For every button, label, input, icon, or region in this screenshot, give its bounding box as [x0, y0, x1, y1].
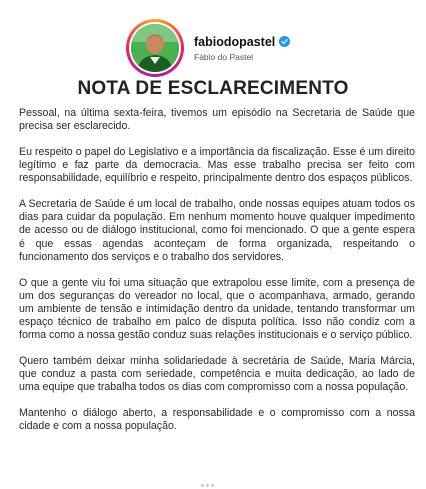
- paragraph: Quero também deixar minha solidariedade à secretária de Saúde, Maria Márcia, que conduz a pasta com seriedade, competência e muita dedicação, ao lado de uma equipe que trabalha todos os dias com compromisso com a nossa população.: [19, 355, 415, 394]
- carousel-dot: [201, 484, 204, 487]
- verified-badge-icon: [279, 36, 290, 47]
- profile-names: [194, 35, 290, 62]
- paragraph: Pessoal, na última sexta-feira, tivemos um episódio na Secretaria de Saúde que precisa ser esclarecido.: [19, 107, 415, 133]
- paragraph: O que a gente viu foi uma situação que extrapolou esse limite, com a presença de um dos seguranças do vereador no local, que o acompanhava, armado, gerando um ambiente de tensão e intimidação dentro da unidade, tentando transformar um espaço técnico de trabalho em palco de disputa política. Isso não condiz com a forma como a nossa gestão conduz suas relações institucionais e o serviço público.: [19, 276, 415, 342]
- paragraph: A Secretaria de Saúde é um local de trabalho, onde nossas equipes atuam todos os dias para cuidar da população. Em nenhum momento houve qualquer impedimento de acesso ou de diálogo institucional, como foi mencionado. O que a gente espera é que essas agendas aconteçam de forma organizada, respeitando o funcionamento dos serviços e o trabalho dos servidores.: [19, 198, 415, 263]
- document-title: NOTA DE ESCLARECIMENTO: [77, 78, 349, 99]
- carousel-indicator: [201, 484, 214, 487]
- full-name: Fábio do Pastel: [194, 51, 254, 62]
- avatar-photo: [131, 24, 179, 72]
- document-body: [19, 107, 415, 446]
- avatar[interactable]: [131, 24, 179, 72]
- paragraph: Eu respeito o papel do Legislativo e a importância da fiscalização. Esse é um direito legítimo e faz parte da democracia. Mas esse trabalho precisa ser feito com responsabilidade, equilíbrio e respeito, principalmente dentro dos espaços públicos.: [19, 145, 415, 185]
- username[interactable]: fabiodopastel: [194, 34, 276, 49]
- carousel-dot: [206, 484, 209, 487]
- username-row: [194, 35, 290, 49]
- paragraph: Mantenho o diálogo aberto, a responsabilidade e o compromisso com a nossa cidade e com a nossa população.: [19, 407, 415, 433]
- story-ring[interactable]: [126, 19, 184, 77]
- carousel-dot: [211, 484, 214, 487]
- profile-header: [126, 17, 290, 79]
- avatar-frame: [129, 22, 181, 74]
